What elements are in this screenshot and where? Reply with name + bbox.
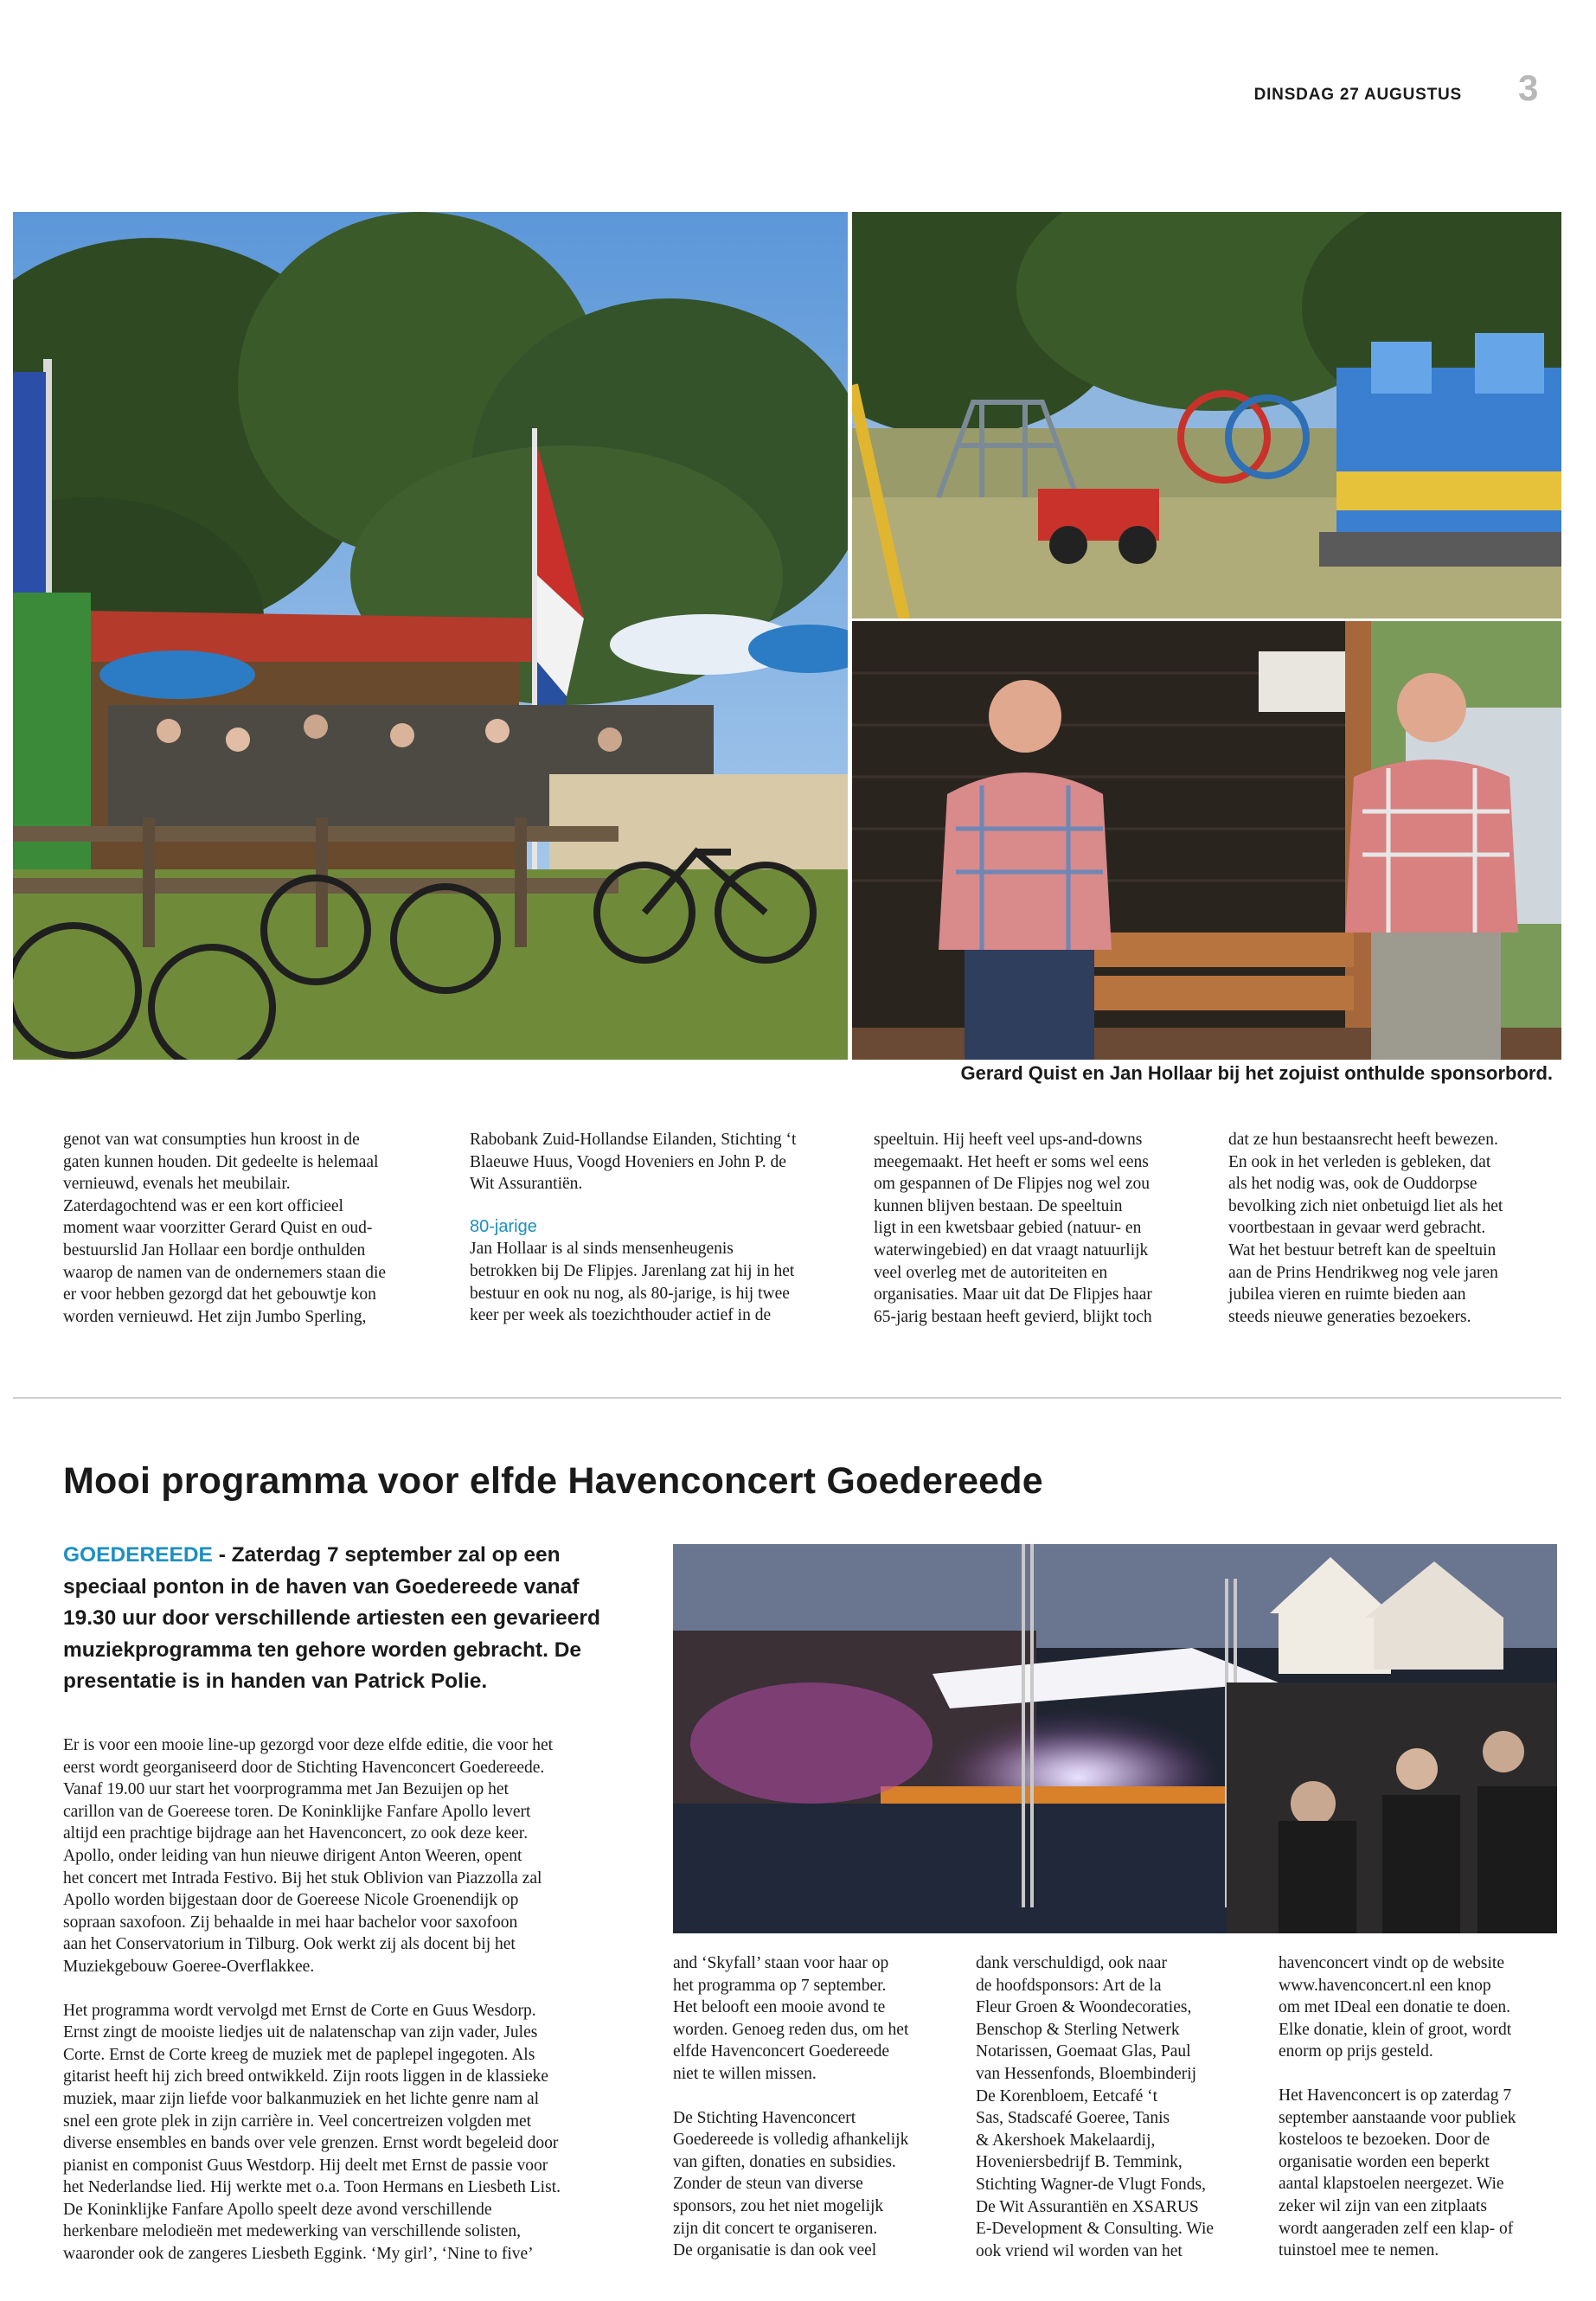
- lead-line: muziekprogramma ten gehore worden gebracht. De: [63, 1638, 582, 1662]
- text-line: enorm op prijs gesteld.: [1279, 2042, 1433, 2061]
- text-line: muziek, maar zijn liefde voor balkanmuziek en het lichte genre nam al: [63, 2089, 540, 2108]
- text-line: van giften, donaties en subsidies.: [673, 2152, 896, 2171]
- text-line: speeltuin. Hij heeft veel ups-and-downs: [874, 1131, 1143, 1149]
- text-line: tuinstoel mee te nemen.: [1279, 2241, 1439, 2260]
- terrace-photo: [13, 212, 848, 1060]
- text-line: moment waar voorzitter Gerard Quist en oud-: [63, 1219, 373, 1238]
- text-line: Zonder de steun van diverse: [673, 2175, 863, 2194]
- text-line: Stichting Wagner-de Vlugt Fonds,: [976, 2175, 1206, 2194]
- page-number: 3: [1518, 67, 1539, 108]
- dateline: GOEDEREEDE: [63, 1543, 213, 1567]
- text-line: herkenbare melodieën met medewerking van verschillende solisten,: [63, 2222, 522, 2241]
- text-line: diverse ensembles en bands over vele grenzen. Ernst wordt begeleid door: [63, 2134, 559, 2153]
- text-line: om met IDeal een donatie te doen.: [1279, 1998, 1511, 2017]
- paragraph-gap: [673, 2086, 958, 2107]
- text-line: sopraan saxofoon. Zij behaalde in mei haar bachelor voor saxofoon: [63, 1913, 518, 1932]
- text-line: van Hessenfonds, Bloembinderij: [976, 2064, 1197, 2083]
- text-line: Apollo worden bijgestaan door de Goereese Nicole Groenendijk op: [63, 1891, 519, 1910]
- text-line: havenconcert vindt op de website: [1279, 1954, 1504, 1972]
- text-line: betrokken bij De Flipjes. Jarenlang zat hij in het: [470, 1261, 795, 1280]
- text-line: Fleur Groen & Woondecoraties,: [976, 1998, 1192, 2017]
- article-lead: [63, 1540, 651, 1698]
- article1-column-1: [63, 1129, 448, 1328]
- text-line: vernieuwd, evenals het meubilair.: [63, 1175, 291, 1194]
- article1-column-4: [1228, 1129, 1570, 1328]
- text-line: gaten kunnen houden. Dit gedeelte is helemaal: [63, 1152, 379, 1171]
- text-line: Apollo, onder leiding van hun nieuwe dirigent Anton Weeren, opent: [63, 1846, 522, 1865]
- text-line: genot van wat consumpties hun kroost in de: [63, 1131, 360, 1149]
- text-line: Muziekgebouw Goeree-Overflakkee.: [63, 1957, 315, 1976]
- text-line: kunnen blijven bestaan. De speeltuin: [874, 1196, 1123, 1215]
- lead-line: [63, 1540, 651, 1572]
- article2-column-2: [673, 1952, 958, 2262]
- text-line: niet te willen missen.: [673, 2064, 817, 2083]
- text-line: aan de Prins Hendrikweg nog vele jaren: [1228, 1263, 1498, 1282]
- text-line: and ‘Skyfall’ staan voor haar op: [673, 1954, 889, 1972]
- article2-column-4: [1279, 1952, 1573, 2262]
- text-line: ligt in een kwetsbaar gebied (natuur- en: [874, 1219, 1142, 1238]
- text-line: www.havenconcert.nl een knop: [1279, 1976, 1491, 1995]
- text-line: organisatie worden een beperkt: [1279, 2152, 1490, 2171]
- text-line: Hoveniersbedrijf B. Temmink,: [976, 2153, 1183, 2172]
- text-line: De Wit Assurantiën en XSARUS: [976, 2197, 1199, 2216]
- text-line: veel overleg met de autoriteiten en: [874, 1263, 1108, 1282]
- paragraph-gap: [63, 1978, 660, 2000]
- men-photo: [852, 621, 1561, 1060]
- text-line: carillon van de Goereese toren. De Koninklijke Fanfare Apollo levert: [63, 1802, 531, 1821]
- article2-column-3: [976, 1952, 1261, 2262]
- text-line: meegemaakt. Het heeft er soms wel eens: [874, 1152, 1149, 1171]
- text-line: bestuur en ook nu nog, als 80-jarige, is hij twee: [470, 1284, 790, 1303]
- text-line: Goedereede is volledig afhankelijk: [673, 2131, 909, 2150]
- text-line: worden. Genoeg reden dus, om het: [673, 2020, 909, 2039]
- subheading: 80-jarige: [470, 1216, 537, 1236]
- text-line: Wit Assurantiën.: [470, 1175, 583, 1194]
- section-divider: [13, 1397, 1561, 1399]
- header-date: DINSDAG 27 AUGUSTUS: [1253, 86, 1462, 104]
- text-line: Jan Hollaar is al sinds mensenheugenis: [470, 1240, 734, 1259]
- text-line: eerst wordt georganiseerd door de Stichting Havenconcert Goedereede.: [63, 1758, 545, 1777]
- text-line: waaronder ook de zangeres Liesbeth Eggink. ‘My girl’, ‘Nine to five’: [63, 2245, 534, 2264]
- text-line: steeds nieuwe generaties bezoekers.: [1228, 1307, 1471, 1326]
- lead-line: presentatie is in handen van Patrick Polie.: [63, 1670, 488, 1693]
- text-line: elfde Havenconcert Goedereede: [673, 2042, 890, 2061]
- text-line: Ernst zingt de mooiste liedjes uit de nalatenschap van zijn vader, Jules: [63, 2023, 538, 2042]
- text-line: De Koninklijke Fanfare Apollo speelt deze avond verschillende: [63, 2200, 492, 2219]
- text-line: bevolking zich niet onbetuigd liet als het: [1228, 1196, 1503, 1215]
- text-line: als het nodig was, ook de Ouddorpse: [1228, 1175, 1477, 1194]
- text-line: Zaterdagochtend was er een kort officieel: [63, 1196, 343, 1215]
- text-line: bestuurslid Jan Hollaar een bordje onthulden: [63, 1240, 366, 1259]
- text-line: & Akershoek Makelaardij,: [976, 2131, 1156, 2150]
- text-line: Het belooft een mooie avond te: [673, 1998, 886, 2017]
- text-line: wordt aangeraden zelf een klap- of: [1279, 2219, 1514, 2238]
- text-line: dat ze hun bestaansrecht heeft bewezen.: [1228, 1131, 1498, 1149]
- text-line: het Nederlandse lied. Hij werkte met o.a. Toon Hermans en Liesbeth List.: [63, 2178, 561, 2197]
- text-line: er voor hebben gezorgd dat het gebouwtje kon: [63, 1285, 376, 1304]
- text-line: september aanstaande voor publiek: [1279, 2108, 1516, 2127]
- text-line: het programma op 7 september.: [673, 1976, 887, 1995]
- text-line: De organisatie is dan ook veel: [673, 2241, 877, 2260]
- text-line: gitarist heeft hij zich breed ontwikkeld. Zijn roots liggen in de klassieke: [63, 2067, 549, 2086]
- text-line: sponsors, zou het niet mogelijk: [673, 2196, 884, 2215]
- text-line: zijn dit concert te organiseren.: [673, 2219, 878, 2238]
- text-line: ook vriend wil worden van het: [976, 2241, 1183, 2260]
- text-line: keer per week als toezichthouder actief in de: [470, 1306, 772, 1325]
- article1-column-2: [470, 1129, 855, 1327]
- text-line: Er is voor een mooie line-up gezorgd voor deze elfde editie, die voor het: [63, 1736, 554, 1754]
- text-line: snel een grote plek in zijn carrière in. Veel concertreizen volgden met: [63, 2112, 532, 2131]
- text-line: voortbestaan in gevaar werd gebracht.: [1228, 1219, 1486, 1238]
- text-line: Vanaf 19.00 uur start het voorprogramma met Jan Bezuijen op het: [63, 1780, 509, 1799]
- concert-photo: [673, 1544, 1557, 1933]
- text-line: Rabobank Zuid-Hollandse Eilanden, Stichting ‘t: [470, 1131, 797, 1149]
- text-line: aan het Conservatorium in Tilburg. Ook werkt zij als docent bij het: [63, 1935, 516, 1954]
- paragraph-gap: [1279, 2063, 1573, 2085]
- text-line: Elke donatie, klein of groot, wordt: [1279, 2020, 1512, 2039]
- text-line: En ook in het verleden is gebleken, dat: [1228, 1152, 1491, 1171]
- text-line: Het Havenconcert is op zaterdag 7: [1279, 2086, 1512, 2105]
- photo-caption: Gerard Quist en Jan Hollaar bij het zojuist onthulde sponsorbord.: [960, 1062, 1553, 1084]
- text-line: Het programma wordt vervolgd met Ernst de Corte en Guus Wesdorp.: [63, 2001, 536, 2020]
- playground-photo: [852, 212, 1561, 619]
- text-line: altijd een prachtige bijdrage aan het Havenconcert, zo ook deze keer.: [63, 1824, 529, 1843]
- text-line: 65-jarig bestaan heeft gevierd, blijkt toch: [874, 1307, 1152, 1326]
- text-line: om gespannen of De Flipjes nog wel zou: [874, 1175, 1150, 1194]
- text-line: Corte. Ernst de Corte kreeg de muziek met de paplepel ingegoten. Als: [63, 2045, 535, 2064]
- text-line: E-Development & Consulting. Wie: [976, 2220, 1215, 2239]
- text-line: kosteloos te bezoeken. Door de: [1279, 2131, 1490, 2150]
- lead-line: speciaal ponton in de haven van Goedereede vanaf: [63, 1574, 580, 1599]
- text-line: Wat het bestuur betreft kan de speeltuin: [1228, 1240, 1497, 1259]
- text-line: het concert met Intrada Festivo. Bij het stuk Oblivion van Piazzolla zal: [63, 1868, 542, 1888]
- text-line: aantal klapstoelen neergezet. Wie: [1279, 2175, 1504, 2194]
- text-line: pianist en componist Guus Westdorp. Hij deelt met Ernst de passie voor: [63, 2156, 548, 2175]
- text-line: Notarissen, Goemaat Glas, Paul: [976, 2042, 1191, 2061]
- text-line: De Stichting Havenconcert: [673, 2108, 856, 2127]
- text-line: Blaeuwe Huus, Voogd Hoveniers en John P. de: [470, 1152, 786, 1171]
- article1-column-3: [874, 1129, 1211, 1328]
- text-line: zeker wil zijn van een zitplaats: [1279, 2196, 1487, 2215]
- text-line: De Korenbloem, Eetcafé ‘t: [976, 2086, 1158, 2106]
- text-line: Sas, Stadscafé Goeree, Tanis: [976, 2109, 1170, 2128]
- text-line: jubilea vieren en ruimte bieden aan: [1228, 1285, 1466, 1304]
- text-line: worden vernieuwd. Het zijn Jumbo Sperling,: [63, 1307, 367, 1326]
- text-line: waarop de namen van de ondernemers staan die: [63, 1263, 387, 1282]
- article2-column-1: [63, 1734, 660, 2266]
- text-line: waterwingebied) en dat vraagt natuurlijk: [874, 1240, 1149, 1259]
- article-headline: Mooi programma voor elfde Havenconcert Goedereede: [63, 1460, 1043, 1502]
- text-line: organisaties. Maar uit dat De Flipjes haar: [874, 1285, 1152, 1304]
- lead-text: - Zaterdag 7 september zal op een: [212, 1543, 561, 1567]
- text-line: dank verschuldigd, ook naar: [976, 1954, 1167, 1972]
- lead-line: 19.30 uur door verschillende artiesten een gevarieerd: [63, 1606, 600, 1630]
- text-line: de hoofdsponsors: Art de la: [976, 1976, 1162, 1995]
- text-line: Benschop & Sterling Netwerk: [976, 2020, 1180, 2039]
